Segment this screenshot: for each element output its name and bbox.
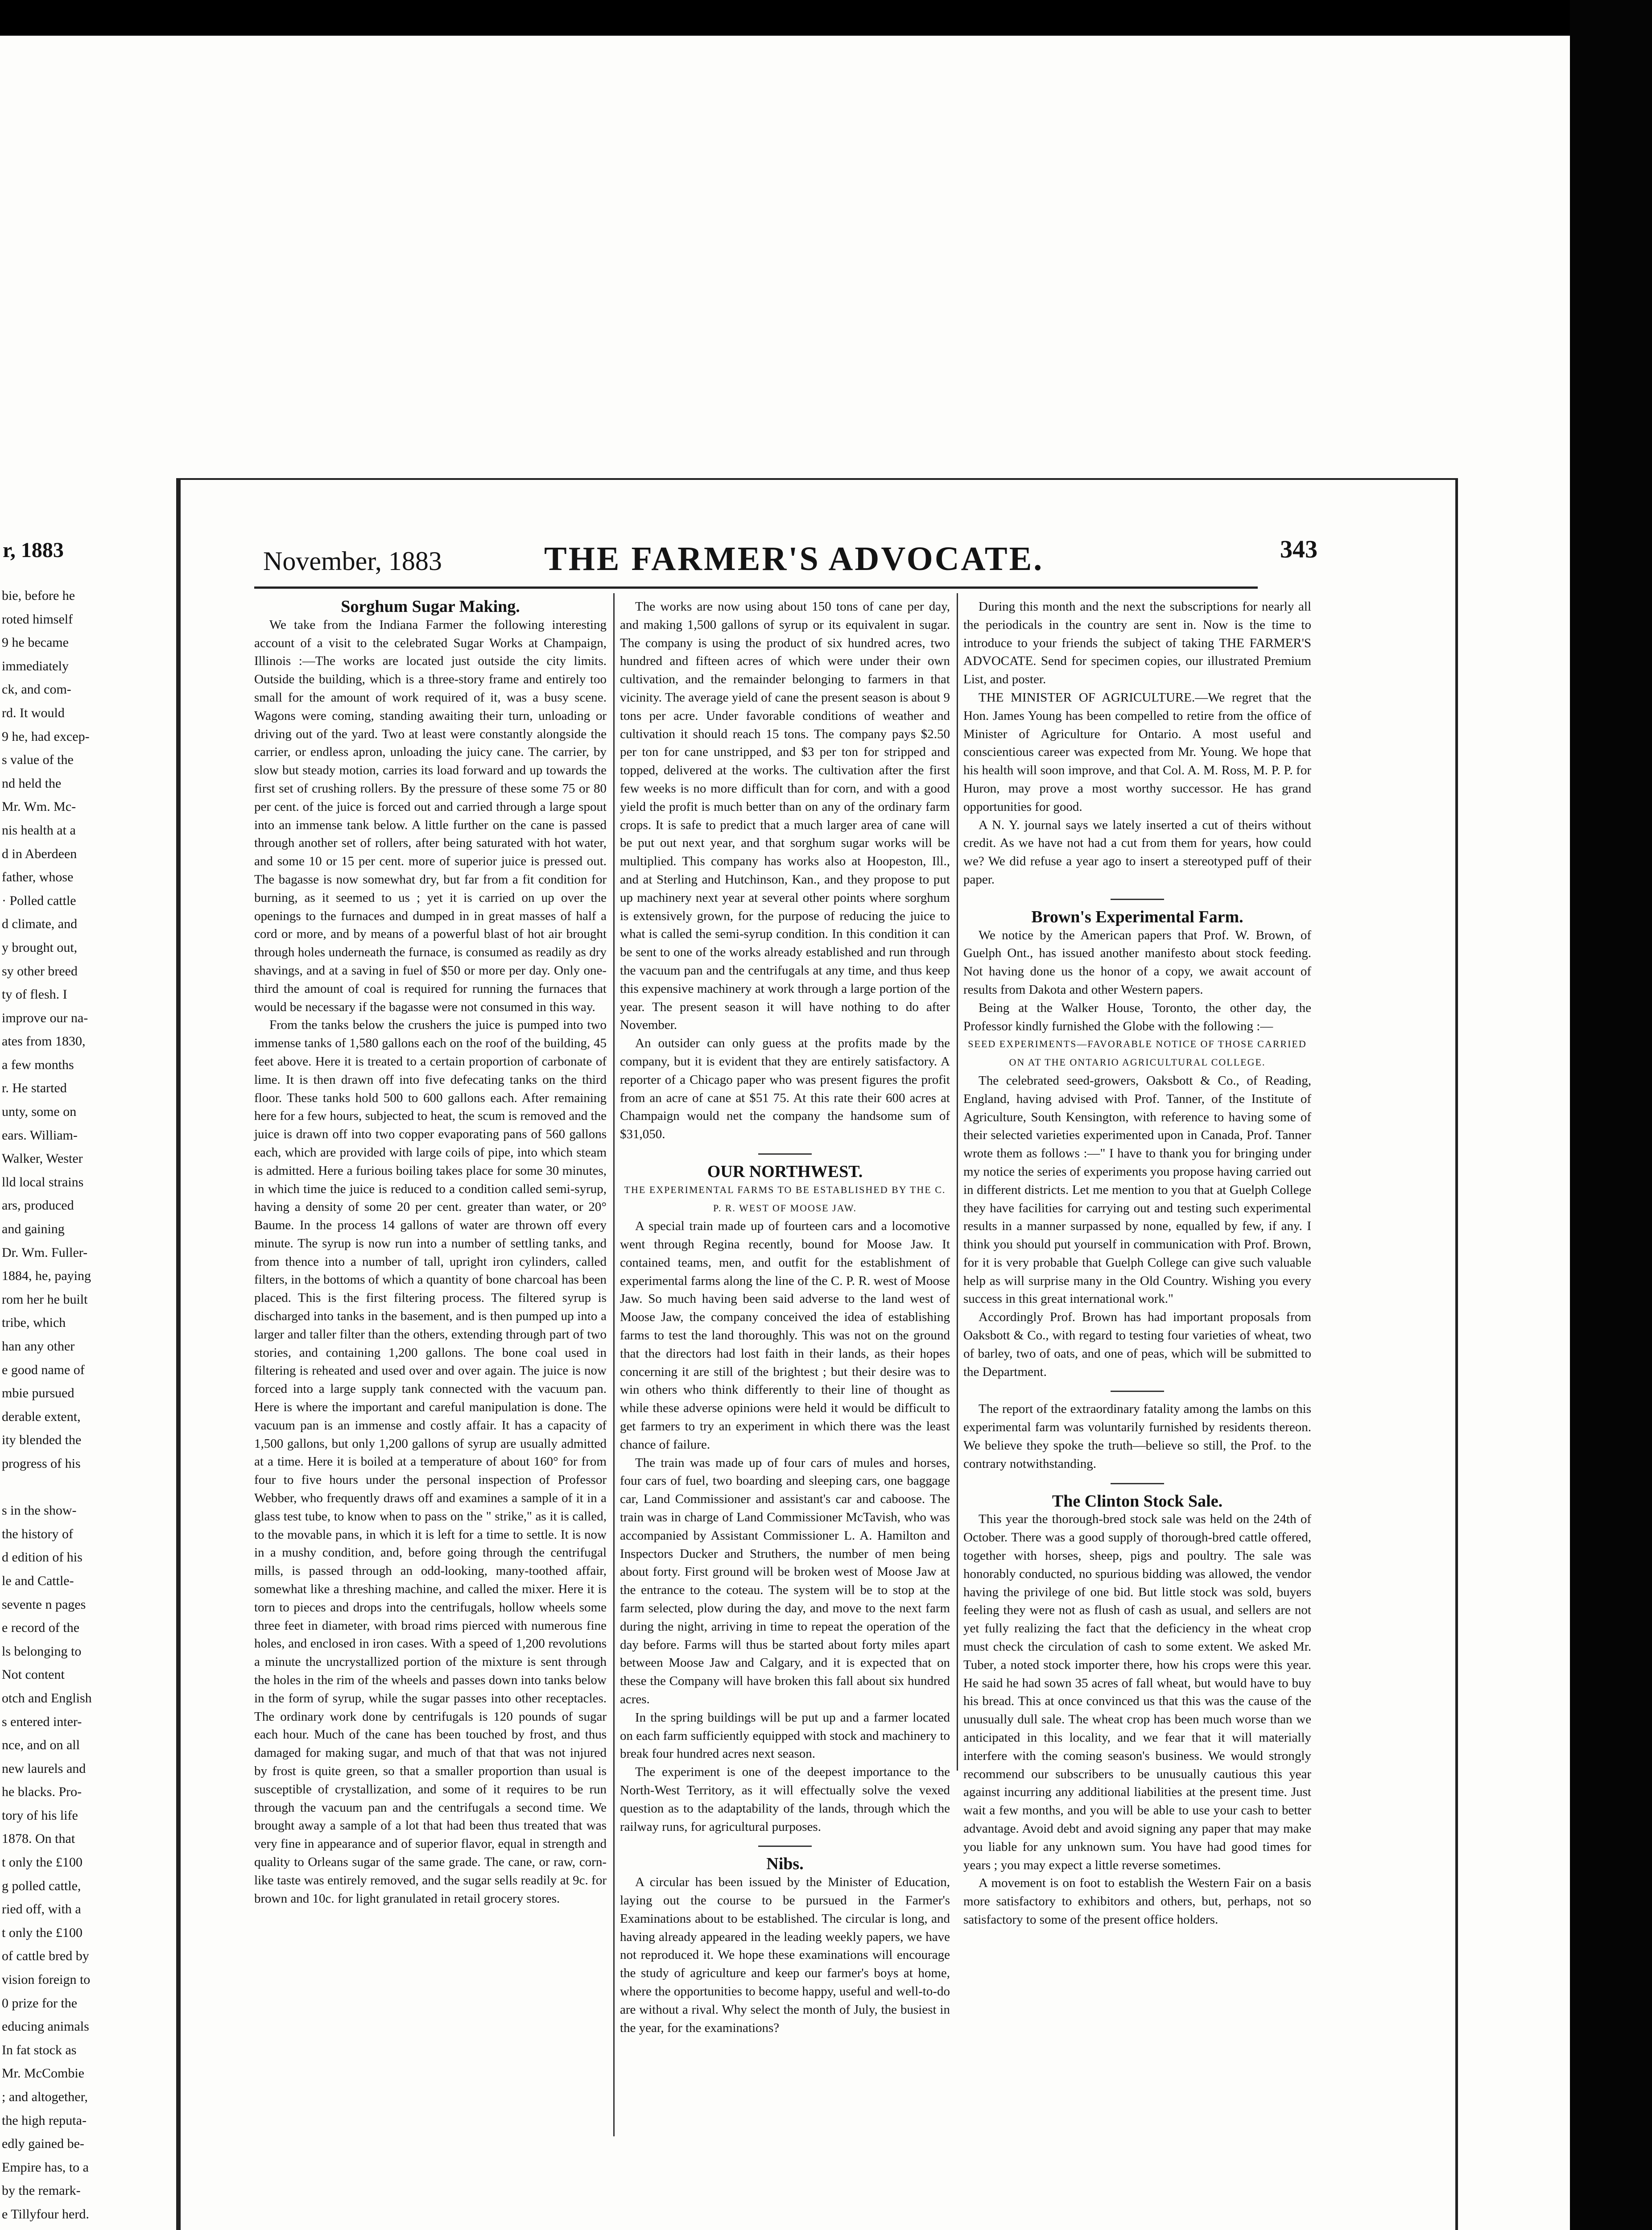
facing-page-line: rom her he built	[2, 1292, 88, 1307]
facing-page-line: progress of his	[2, 1456, 81, 1471]
subscription-note: During this month and the next the subscriptions for nearly all the periodicals in the country are sent in. Now is the time to introduce to your friends the subject of taking THE FARMER'S ADVOCATE. Send for specimen copies, our illustrated Premium List, and poster.	[963, 599, 1311, 687]
facing-page-line: educing animals	[2, 2019, 89, 2034]
facing-page-line: bie, before he	[2, 588, 75, 603]
facing-page-line: roted himself	[2, 611, 73, 627]
northwest-paragraph-1: A special train made up of fourteen cars and a locomotive went through Regina recently, bound for Moose Jaw. It contained teams, men, and outfit for the establishment of experimental farms along the line of the C. P. R. west of Moose Jaw. So much having been said adverse to the land west of Moose Jaw, the company conceived the idea of establishing farms to test the land thoroughly. This was not on the ground that the directors had lost faith in their lands, as their hopes concerning it are still of the brightest ; but their desire was to win others who think differently to their line of thought as while these adverse opinions were held it would be difficult to get farmers to try an experiment in which there was the least chance of failure.	[620, 1219, 950, 1452]
facing-page-line: Empire has, to a	[2, 2160, 89, 2175]
brown-paragraph-5: The report of the extraordinary fatality among the lambs on this experimental farm was voluntarily furnished by residents thereon. We believe they spoke the truth—believe so still, the Prof. to the contrary notwithstanding.	[963, 1402, 1311, 1471]
facing-page-line: tribe, which	[2, 1315, 66, 1330]
facing-page-line: s in the show-	[2, 1503, 77, 1518]
nibs-paragraph: A circular has been issued by the Minister of Education, laying out the course to be pursued in the Farmer's Examinations about to be established. The circular is long, and having already appeared in the leading weekly papers, we have not reproduced it. We hope these examinations will encourage the study of agriculture and keep our farmer's boys at home, where the opportunities to become happy, useful and well-to-do are without a rival. Why select the month of July, the busiest in the year, for the examinations?	[620, 1875, 950, 2035]
brown-paragraph-2: Being at the Walker House, Toronto, the other day, the Professor kindly furnished the Globe with the following :—	[963, 1000, 1311, 1033]
section-divider	[1111, 1483, 1164, 1484]
brown-paragraph-1: We notice by the American papers that Prof. W. Brown, of Guelph Ont., has issued another manifesto about stock feeding. Not having done us the honor of a copy, we await account of results from Dakota and other Western papers.	[963, 928, 1311, 997]
facing-page-line: Mr. Wm. Mc-	[2, 799, 76, 814]
facing-page-line: edly gained be-	[2, 2136, 84, 2152]
brown-subheading: SEED EXPERIMENTS—FAVORABLE NOTICE OF THOSE CARRIED ON AT THE ONTARIO AGRICULTURAL COLLEGE.	[968, 1038, 1307, 1068]
masthead	[210, 535, 1351, 589]
facing-page-fragment	[0, 508, 187, 2222]
facing-page-line: mbie pursued	[2, 1386, 74, 1401]
facing-page-line: t only the £100	[2, 1925, 83, 1940]
minister-note: THE MINISTER OF AGRICULTURE.—We regret that the Hon. James Young has been compelled to retire from the office of Minister of Agriculture for Ontario. A most useful and conscientious career was expected from Mr. Young. We hope that his health will soon improve, and that Col. A. M. Ross, M. P. P. for Huron, may prove a most worthy successor. He has grand opportunities for good.	[963, 690, 1311, 814]
paper-title: THE FARMER'S ADVOCATE.	[544, 540, 1044, 578]
facing-page-line: e good name of	[2, 1362, 85, 1377]
facing-page-line: d edition of his	[2, 1550, 83, 1565]
northwest-subheading: THE EXPERIMENTAL FARMS TO BE ESTABLISHED BY THE C. P. R. WEST OF MOOSE JAW.	[624, 1184, 946, 1214]
sorghum-continued-1: The works are now using about 150 tons of cane per day, and making 1,500 gallons of syrup or its equivalent in sugar. The company is using the product of six hundred acres, two hundred and fifteen acres of which were under their own cultivation, and the remainder belonging to farmers in that vicinity. The average yield of cane the present season is about 9 tons per acre. Under favorable conditions of weather and cultivation it should reach 15 tons. The company pays $2.50 per ton for cane unstripped, and $3 per ton for stripped and topped, delivered at the works. The cultivation after the first few weeks is no more difficult than for corn, and with a good yield the profit is much better than on any of the ordinary farm crops. It is safe to predict that a much larger area of cane will be put out next year, and that sorghum sugar works will be multiplied. This company has works also at Hoopeston, Ill., and at Sterling and Hutchinson, Kan., and they propose to put up machinery next year at several other points where sorghum is extensively grown, for the purpose of reducing the juice to what is called the semi-syrup condition. In this condition it can be sent to one of the works already established and run through the vacuum pan and the centrifugals at any time, and thus keep this expensive machinery at work through a large portion of the year. The present season it will have nothing to do after November.	[620, 599, 950, 1032]
section-divider	[758, 1846, 812, 1847]
facing-page-date: r, 1883	[3, 538, 64, 562]
facing-page-line: ls belonging to	[2, 1644, 82, 1659]
facing-page-line: Dr. Wm. Fuller-	[2, 1245, 88, 1260]
facing-page-line: · Polled cattle	[2, 893, 76, 908]
facing-page-line: r. He started	[2, 1081, 67, 1096]
sorghum-heading: Sorghum Sugar Making.	[341, 597, 520, 616]
facing-page-line: ates from 1830,	[2, 1034, 86, 1049]
scan-border-right	[1570, 0, 1652, 2230]
northwest-paragraph-4: The experiment is one of the deepest importance to the North-West Territory, as it will effectually solve the vexed question as to the adaptability of the lands, through which the railway runs, for agricultural purposes.	[620, 1765, 950, 1834]
facing-page-line: 1884, he, paying	[2, 1268, 91, 1284]
facing-page-line: g polled cattle,	[2, 1878, 81, 1893]
page-number: 343	[1280, 536, 1317, 563]
section-divider	[758, 1153, 812, 1155]
clinton-paragraph-1: This year the thorough-bred stock sale was held on the 24th of October. There was a good supply of thorough-bred cattle offered, together with horses, sheep, pigs and poultry. The sale was honorably conducted, no spurious bidding was allowed, the vendor having the privilege of one bid. But little stock was sold, buyers feeling they were not as flush of cash as usual, and sellers are not yet fully realizing the fact that the deficiency in the wheat crop must check the circulation of cash to some extent. We asked Mr. Tuber, a noted stock importer there, how his crops were this year. He said he had sown 35 acres of fall wheat, but would have to buy his bread. This at once convinced us that this was the cause of the unusually dull sale. The wheat crop has been much worse than we anticipated in this locality, and we fear that it will materially interfere with the coming season's business. We would strongly recommend our subscribers to be unusually cautious this year against incurring any additional liabilities at the present time. Just wait a few months, and you will be able to use your cash to better advantage. Avoid debt and avoid signing any paper that may make you liable for any unknown sum. You have had good times for years ; you may expect a little reverse sometimes.	[963, 1512, 1311, 1872]
facing-page-line: nce, and on all	[2, 1738, 80, 1753]
journal-note: A N. Y. journal says we lately inserted a cut of theirs without credit. As we have not had a cut from them for years, how could we? We did refuse a year ago to insert a stereotyped puff of their paper.	[963, 818, 1311, 887]
sorghum-paragraph-1: We take from the Indiana Farmer the following interesting account of a visit to the celebrated Sugar Works at Champaign, Illinois :—The works are located just outside the city limits. Outside the building, which is a three-story frame and entirely too small for the amount of work required of it, was a busy scene. Wagons were coming, standing awaiting their turn, unloading or driving out of the yard. Two at least were constantly alongside the carrier, or endless apron, unloading the juicy cane. The carrier, by slow but steady motion, carries its load forward and up towards the first set of crushing rollers. By the pressure of these some 75 or 80 per cent. of the juice is forced out and carried through a large spout into an immense tank below. A little further on the cane is passed through another set of rollers, after being saturated with hot water, and some 10 or 15 per cent. more of superior juice is pressed out. The bagasse is now somewhat dry, but far from a fit condition for burning, as it seemed to us ; yet it is carried on up over the openings to the furnaces and dumped in in great masses of half a cord or more, and by means of a powerful blast of hot air brought through holes underneath the furnace, is consumed as readily as dry shavings, and at a saving in fuel of $50 or more per day. Only one-third the amount of coal is required for running the furnaces that would be necessary if the bagasse were not consumed in this way.	[254, 617, 607, 1014]
facing-page-line: sy other breed	[2, 963, 78, 979]
facing-page-line: the history of	[2, 1526, 73, 1541]
facing-page-line	[2, 1476, 102, 1499]
sorghum-paragraph-2: From the tanks below the crushers the juice is pumped into two immense tanks of 1,580 gallons each on the roof of the building, 45 feet above. Here it is treated to a certain proportion of carbonate of lime. It is then drawn off into five defecating tanks on the third floor. These tanks hold 500 to 600 gallons each. After remaining here for a few hours, subjected to heat, the scum is removed and the juice is drawn off into two copper evaporating pans of 560 gallons each, which are provided with large coils of pipe, into which steam is admitted. Here a furious boiling takes place for some 30 minutes, in which time the juice is reduced to a condition called semi-syrup, having a density of some 20 per cent. greater than water, or 20° Baume. In the process 14 gallons of water are thrown off every minute. The syrup is now run into a number of settling tanks, and from thence into a number of tall, upright iron cylinders, called filters, in the bottoms of which a quantity of bone charcoal has been placed. This is the first filtering process. The filtered syrup is discharged into tanks in the basement, and is then pumped up into a larger and taller filter than the others, extending through part of two stories, and containing 1,200 gallons. The bone coal used in filtering is reheated and used over and over again. The juice is now forced into a large supply tank connected with the vacuum pan. Here is where the important and careful manipulation is done. The vacuum pan is an immense and costly affair. It has a capacity of 1,500 gallons, but only 1,200 gallons of syrup are usually admitted at a time. Here it is boiled at a temperature of about 160° for from four to five hours under the personal inspection of Professor Webber, who frequently draws off and examines a sample of it in a glass test tube, to know when to pass on the " strike," as it is called, to the movable pans, in which it is left for a time to settle. It is now in a mushy condition, and, before going through the centrifugal mills, is passed through an odd-looking, many-toothed affair, somewhat like a threshing machine, and called the mixer. Here it is torn to pieces and drops into the centrifugals, hollow wheels some three feet in diameter, with broad rims pierced with numerous fine holes, and enclosed in iron cases. With a speed of 1,200 revolutions a minute the uncrystallized portion of the mixture is sent through the holes in the rim of the wheels and passes down into tanks below in the form of syrup, while the sugar passes into other receptacles. The ordinary work done by centrifugals is 120 pounds of sugar each hour. Much of the cane has been touched by frost, and thus damaged for making sugar, and much of that that was not injured by frost is quite green, so that a smaller proportion than usual is susceptible of crystallization, and some of it requires to be run through the vacuum pan and the centrifugals a second time. We brought away a sample of a lot that had been thus treated that was very fine in appearance and of superior flavor, equal in strength and quality to Orleans sugar of the same grade. The cane, or raw, corn-like taste was entirely removed, and the sugar sells readily at 9c. for brown and 10c. for light granulated in retail grocery stores.	[254, 1018, 607, 1906]
column-rule-1	[613, 593, 615, 2136]
section-divider	[1111, 1391, 1164, 1392]
facing-page-line: by the remark-	[2, 2183, 81, 2198]
facing-page-line: s entered inter-	[2, 1714, 82, 1729]
facing-page-line: ears. William-	[2, 1127, 78, 1143]
facing-page-line: he blacks. Pro-	[2, 1784, 82, 1800]
facing-page-line: nd held the	[2, 776, 62, 791]
facing-page-text	[2, 584, 102, 2230]
facing-page-line: unty, some on	[2, 1104, 77, 1119]
facing-page-line: e Tillyfour herd.	[2, 2206, 89, 2222]
facing-page-line: and gaining	[2, 1222, 65, 1237]
column-2	[620, 598, 950, 2037]
facing-page-line: immediately	[2, 658, 69, 673]
facing-page-line: e record of the	[2, 1620, 80, 1635]
facing-page-line: derable extent,	[2, 1409, 81, 1424]
facing-page-line: ty of flesh. I	[2, 987, 67, 1002]
facing-page-line: ck, and com-	[2, 682, 71, 697]
facing-page-line: 1878. On that	[2, 1831, 75, 1846]
facing-page-line: d climate, and	[2, 917, 78, 932]
northwest-paragraph-3: In the spring buildings will be put up and a farmer located on each farm sufficiently equipped with stock and machinery to break four hundred acres next season.	[620, 1710, 950, 1761]
section-divider	[1111, 899, 1164, 900]
facing-page-line: 9 he, had excep-	[2, 729, 90, 744]
facing-page-line: tory of his life	[2, 1808, 78, 1823]
facing-page-line: han any other	[2, 1339, 75, 1354]
facing-page-line: sevente n pages	[2, 1597, 86, 1612]
facing-page-line: t only the £100	[2, 1855, 83, 1870]
brown-paragraph-4: Accordingly Prof. Brown has had important proposals from Oaksbott & Co., with regard to testing four varieties of wheat, two of barley, two of oats, and one of peas, which will be submitted to the Department.	[963, 1310, 1311, 1379]
sorghum-continued-2: An outsider can only guess at the profits made by the company, but it is evident that they are entirely satisfactory. A reporter of a Chicago paper who was present figures the profit from an acre of cane at $51 75. At this rate their 600 acres at Champaign would net the company the handsome sum of $31,050.	[620, 1036, 950, 1142]
facing-page-line: Mr. McCombie	[2, 2066, 84, 2081]
facing-page-line: 9 he became	[2, 635, 69, 650]
facing-page-line: ity blended the	[2, 1433, 82, 1448]
facing-page-line: In fat stock as	[2, 2042, 77, 2057]
facing-page-line: otch and English	[2, 1690, 92, 1706]
facing-page-line: y brought out,	[2, 940, 78, 955]
facing-page-line: the high reputa-	[2, 2113, 87, 2128]
facing-page-line: rd. It would	[2, 705, 65, 720]
facing-page-line	[2, 2226, 102, 2230]
facing-page-line: lld local strains	[2, 1174, 84, 1189]
facing-page-line: father, whose	[2, 870, 74, 885]
clinton-heading: The Clinton Stock Sale.	[1052, 1491, 1223, 1511]
facing-page-line: a few months	[2, 1057, 74, 1072]
facing-page-line: nis health at a	[2, 822, 76, 838]
northwest-heading: OUR NORTHWEST.	[707, 1162, 863, 1181]
brown-paragraph-3: The celebrated seed-growers, Oaksbott & Co., of Reading, England, having advised with Prof. Tanner, of the Institute of Agriculture, South Kensington, with reference to having some of their selected varieties experimented upon in Canada, Prof. Tanner wrote them as follows :—" I have to thank you for bringing under my notice the series of experiments you propose having carried out in different districts. Let me mention to you that at Guelph College they have facilities for carrying out and testing such experimental results in a manner surpassed by none, equalled by few, if any. I think you should put yourself in communication with Prof. Brown, for it is very probable that Guelph College can give such valuable help as will surprise many in the Old Country. Wishing you every success in this great international work."	[963, 1073, 1311, 1306]
clinton-paragraph-2: A movement is on foot to establish the Western Fair on a basis more satisfactory to exhibitors and others, but, perhaps, not so satisfactory to some of the present office holders.	[963, 1876, 1311, 1927]
facing-page-line: ; and altogether,	[2, 2090, 88, 2104]
facing-page-line: s value of the	[2, 752, 74, 768]
facing-page-line: vision foreign to	[2, 1972, 91, 1987]
column-rule-2	[957, 593, 958, 1771]
issue-date: November, 1883	[263, 546, 442, 576]
facing-page-line: ried off, with a	[2, 1902, 81, 1917]
newspaper-page	[210, 508, 1441, 2212]
northwest-paragraph-2: The train was made up of four cars of mules and horses, four cars of fuel, two boarding and sleeping cars, one baggage car, Land Commissioner and assistant's car and caboose. The train was in charge of Land Commissioner McTavish, who was accompanied by Assistant Commissioner L. A. Hamilton and Inspectors Ducker and Struthers, the number of men being about forty. First ground will be broken west of Moose Jaw at the entrance to the coteau. The system will be to stop at the farm selected, plow during the day, and move to the next farm during the night, arriving in time to repeat the operation of the day before. Farms will thus be started about forty miles apart between Moose Jaw and Calgary, and it is expected that on these the Company will have broken this fall about six hundred acres.	[620, 1455, 950, 1707]
facing-page-line: improve our na-	[2, 1010, 88, 1025]
facing-page-line: Not content	[2, 1667, 65, 1682]
masthead-rule	[254, 586, 1258, 589]
nibs-heading: Nibs.	[766, 1854, 804, 1874]
facing-page-line: ars, produced	[2, 1198, 74, 1213]
facing-page-line: of cattle bred by	[2, 1949, 89, 1964]
column-3	[963, 598, 1311, 1929]
facing-page-line: d in Aberdeen	[2, 846, 77, 861]
facing-page-line: 0 prize for the	[2, 1995, 78, 2011]
facing-page-line: Walker, Wester	[2, 1151, 83, 1166]
brown-heading: Brown's Experimental Farm.	[1031, 907, 1243, 926]
facing-page-line: new laurels and	[2, 1761, 86, 1776]
column-1	[254, 598, 607, 1908]
facing-page-line: le and Cattle-	[2, 1573, 74, 1588]
